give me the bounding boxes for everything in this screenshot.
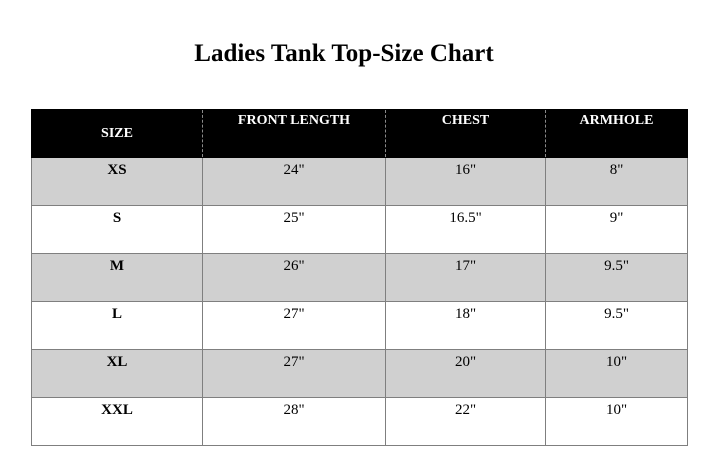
column-header-armhole: ARMHOLE <box>546 110 688 158</box>
armhole-cell: 10" <box>546 398 688 446</box>
armhole-cell: 9" <box>546 206 688 254</box>
table-row <box>32 302 688 350</box>
column-header-front-length: FRONT LENGTH <box>203 110 386 158</box>
front-length-cell: 28" <box>203 398 386 446</box>
front-length-cell: 26" <box>203 254 386 302</box>
column-header-chest: CHEST <box>386 110 546 158</box>
table-row <box>32 254 688 302</box>
front-length-cell: 27" <box>203 302 386 350</box>
size-cell: S <box>32 206 203 254</box>
armhole-cell: 10" <box>546 350 688 398</box>
chest-cell: 22" <box>386 398 546 446</box>
table-row <box>32 206 688 254</box>
front-length-cell: 25" <box>203 206 386 254</box>
size-cell: XL <box>32 350 203 398</box>
size-cell: XS <box>32 158 203 206</box>
table-row <box>32 350 688 398</box>
table-row <box>32 158 688 206</box>
size-cell: XXL <box>32 398 203 446</box>
page-title: Ladies Tank Top-Size Chart <box>194 40 494 67</box>
column-header-size: SIZE <box>32 110 203 158</box>
table-row <box>32 398 688 446</box>
chest-cell: 20" <box>386 350 546 398</box>
chest-cell: 17" <box>386 254 546 302</box>
armhole-cell: 9.5" <box>546 254 688 302</box>
armhole-cell: 8" <box>546 158 688 206</box>
chest-cell: 18" <box>386 302 546 350</box>
front-length-cell: 24" <box>203 158 386 206</box>
size-cell: M <box>32 254 203 302</box>
armhole-cell: 9.5" <box>546 302 688 350</box>
front-length-cell: 27" <box>203 350 386 398</box>
chest-cell: 16" <box>386 158 546 206</box>
table-header-row <box>32 110 688 158</box>
size-cell: L <box>32 302 203 350</box>
size-chart-table <box>31 109 688 446</box>
chest-cell: 16.5" <box>386 206 546 254</box>
